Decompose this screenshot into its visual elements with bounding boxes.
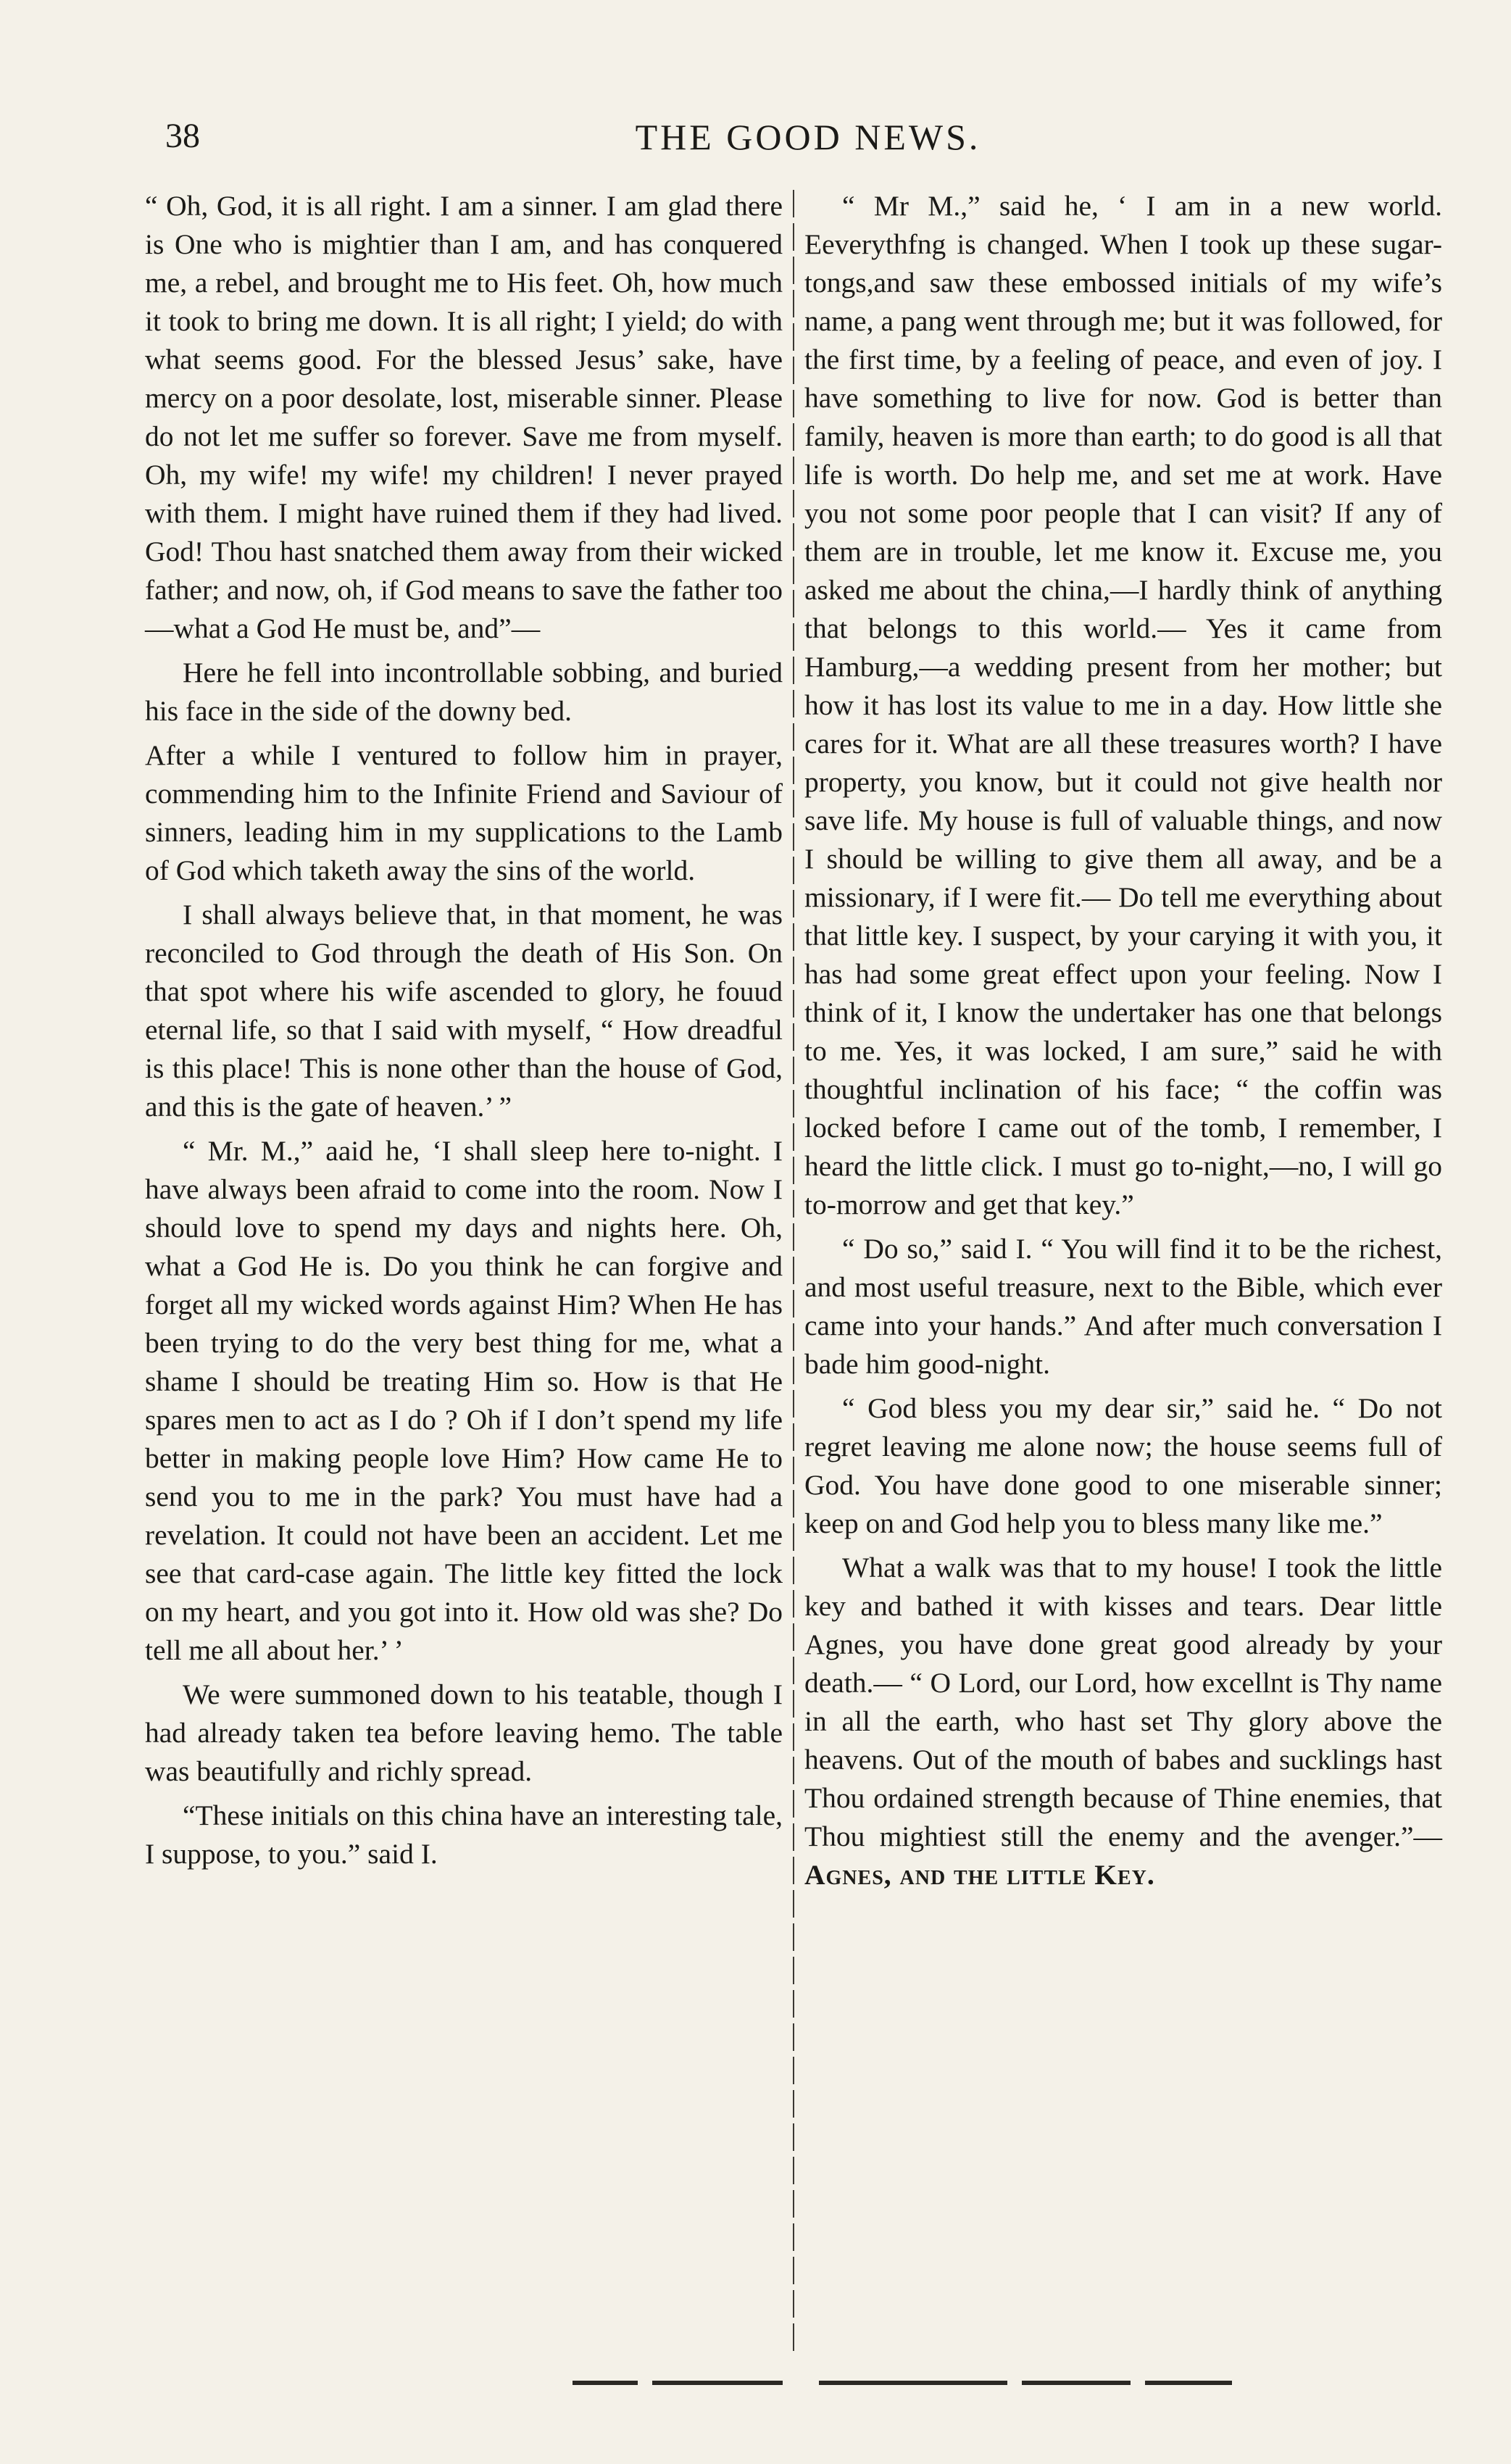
page-number: 38 [165,117,200,155]
footer-rule [1022,2381,1131,2385]
article-byline: Agnes, and the little Key. [804,1859,1155,1891]
running-title: THE GOOD NEWS. [635,117,981,157]
paragraph: “ Do so,” said I. “ You will find it to be the richest, and most useful treasure, next to the Bible, which ever came into your hands.” And after much conversation I bade him good-night. [804,1233,1442,1380]
paragraph: Here he fell into incontrollable sobbing, and buried his face in the side of the downy bed. [145,657,783,727]
paragraph: I shall always believe that, in that moment, he was reconciled to God through the death of His Son. On that spot where his wife ascended to glory, he fouud eternal life, so that I said with myself, “ How dreadful is this place! This is none other than the house of God, and this is the gate of heaven.’ ” [145,899,783,1123]
right-column [804,187,1442,1900]
paragraph: “ Mr M.,” said he, ‘ I am in a new world. Eeverythfng is changed. When I took up these sugar-tongs,and saw these embossed initials of my wife’s name, a pang went through me; but it was followed, for the first time, by a feeling of peace, and even of joy. I have something to live for now. God is better than family, heaven is more than earth; to do good is all that life is worth. Do help me, and set me at work. Have you not some poor people that I can visit? If any of them are in trouble, let me know it. Excuse me, you asked me about the china,—I hardly think of anything that belongs to this world.— Yes it came from Hamburg,—a wedding present from her mother; but how it has lost its value to me in a day. How little she cares for it. What are all these treasures worth? I have property, you know, but it could not give health nor save life. My house is full of valuable things, and now I should be willing to give them all away, and be a missionary, if I were fit.— Do tell me everything about that little key. I suspect, by your carying it with you, it has had some great effect upon your feeling. Now I think of it, I know the undertaker has one that belongs to me. Yes, it was locked, I am sure,” said he with thoughtful inclination of his face; “ the coffin was locked before I came out of the tomb, I remember, I heard the little click. I must go to-night,—no, I will go to-morrow and get that key.” [804,190,1442,1220]
footer-rule [1145,2381,1232,2385]
left-column [145,187,783,1879]
page-header [145,109,1471,174]
paragraph: After a while I ventured to follow him in prayer, commending him to the Infinite Friend and Saviour of sinners, leading him in my supplications to the Lamb of God which taketh away the sins of the world. [145,739,783,886]
footer-rule [573,2381,638,2385]
footer-rule [819,2381,1007,2385]
paragraph: We were summoned down to his teatable, though I had already taken tea before leaving hemo. The table was beautifully and richly spread. [145,1678,783,1787]
footer-rule [652,2381,783,2385]
paragraph: “ Mr. M.,” aaid he, ‘I shall sleep here to-night. I have always been afraid to come into the room. Now I should love to spend my days and nights here. Oh, what a God He is. Do you think he can forgive and forget all my wicked words against Him? When He has been trying to do the very best thing for me, what a shame I should be treating Him so. How is that He spares men to act as I do ? Oh if I don’t spend my life better in making people love Him? How came He to send you to me in the park? You must have had a revelation. It could not have been an accident. Let me see that card-case again. The little key fitted the lock on my heart, and you got into it. How old was she? Do tell me all about her.’ ’ [145,1135,783,1666]
paragraph [804,1549,1442,1894]
closing-paragraph-text: What a walk was that to my house! I took the little key and bathed it with kisses and tears. Dear little Agnes, you have done great good already by your death.— “ O Lord, our Lord, how excellnt is Thy name in all the earth, who hast set Thy glory above the heavens. Out of the mouth of babes and sucklings hast Thou ordained strength because of Thine enemies, that Thou mightiest still the enemy and the avenger.”— [804,1552,1442,1852]
paragraph: “These initials on this china have an interesting tale, I suppose, to you.” said I. [145,1799,783,1870]
paragraph: “ Oh, God, it is all right. I am a sinner. I am glad there is One who is mightier than I am, and has conquered me, a rebel, and brought me to His feet. Oh, how much it took to bring me down. It is all right; I yield; do with what seems good. For the blessed Jesus’ sake, have mercy on a poor desolate, lost, miserable sinner. Please do not let me suffer so forever. Save me from myself. Oh, my wife! my wife! my children! I never prayed with them. I might have ruined them if they had lived. God! Thou hast snatched them away from their wicked father; and now, oh, if God means to save the father too—what a God He must be, and”— [145,190,783,644]
paragraph: “ God bless you my dear sir,” said he. “ Do not regret leaving me alone now; the house seems full of God. You have done good to one miserable sinner; keep on and God help you to bless many like me.” [804,1392,1442,1539]
column-divider [793,190,794,2357]
